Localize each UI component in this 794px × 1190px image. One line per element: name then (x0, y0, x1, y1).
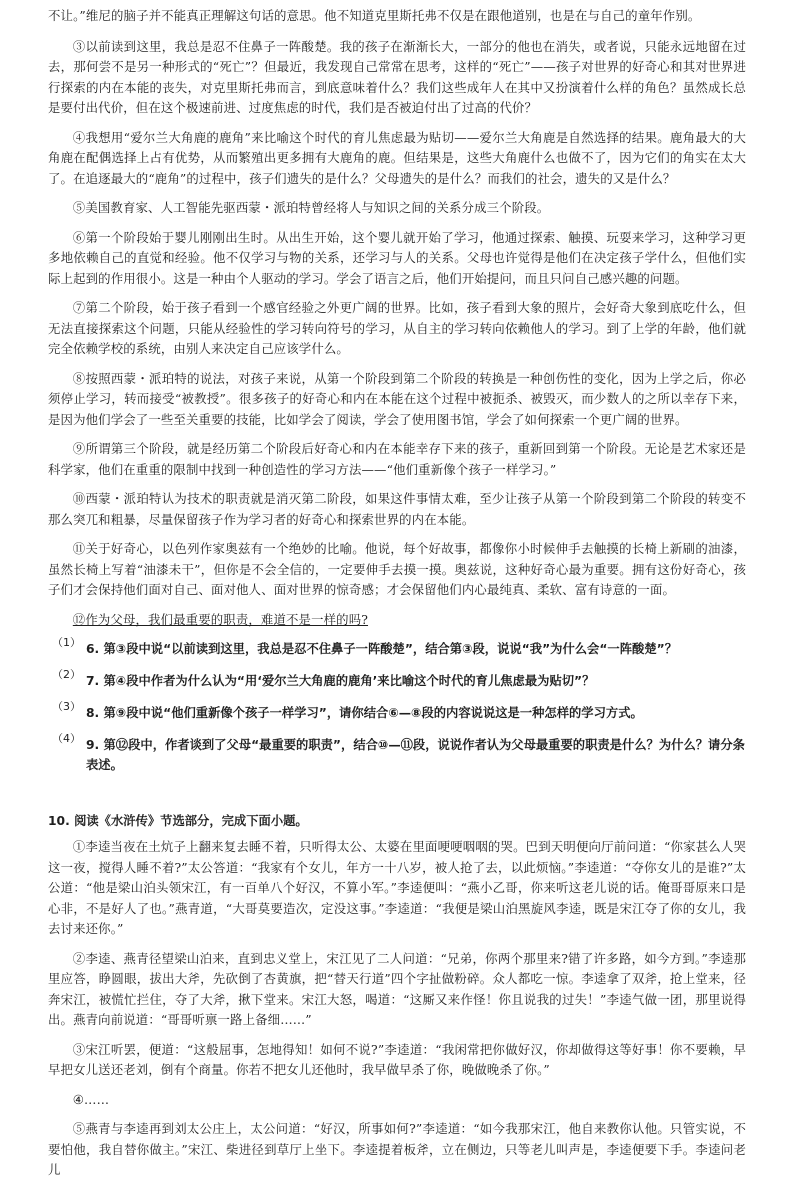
question-text: 9. 第⑫段中，作者谈到了父母“最重要的职责”，结合⑩—⑪段，说说作者认为父母最重要的职责是什么？为什么？请分条表述。 (86, 738, 745, 772)
question-item (48, 636, 746, 659)
section-title: 10. 阅读《水浒传》节选部分，完成下面小题。 (48, 814, 308, 828)
question-item (48, 700, 746, 723)
paragraph-3: ③以前读到这里，我总是忍不住鼻子一阵酸楚。我的孩子在渐渐长大，一部分的他也在消失，或者说，只能永远地留在过去，那何尝不是另一种形式的“死亡”？但最近，我发现自己常常在思考，这样的“死亡”——孩子对世界的好奇心和其对世界进行探索的内在本能的丧失，对克里斯托弗而言，到底意味着什么？我们这些成年人在其中又扮演着什么样的角色？虽然成长总是要付出代价，但在这个极速前进、过度焦虑的时代，我们是否被迫付出了过高的代价？ (48, 38, 746, 115)
question-number: （4） (52, 732, 81, 745)
paragraph-11: ⑪关于好奇心，以色列作家奥兹有一个绝妙的比喻。他说，每个好故事，都像你小时候伸手去触摸的长椅上新刷的油漆，虽然长椅上写着“油漆未干”，但你是不会全信的，一定要伸手去摸一摸。奥兹说，这种好奇心最为重要。拥有这份好奇心，孩子们才会保持他们面对自己、面对他人、面对世界的惊奇感；才会保留他们内心最纯真、柔软、富有诗意的一面。 (48, 541, 746, 597)
question-text: 6. 第③段中说“以前读到这里，我总是忍不住鼻子一阵酸楚”，结合第③段，说说“我”为什么会“一阵酸楚”？ (86, 642, 677, 656)
document-page (48, 6, 746, 1190)
shuihu-paragraph-1: ①李逵当夜在土炕子上翻来复去睡不着，只听得太公、太婆在里面哽哽咽咽的哭。巴到天明便向厅前问道：“你家甚么人哭这一夜，搅得人睡不着?”太公答道：“我家有个女儿，年方一十八岁，被人抢了去，以此烦恼。”李逵道：“夺你女儿的是谁?”太公道：“他是梁山泊头领宋江，有一百单八个好汉，不算小军。”李逵便叫：“燕小乙哥，你来听这老儿说的话。俺哥哥原来口是心非，不是好人了也。”燕青道，“大哥莫要造次，定没这事。”李逵道：“我便是梁山泊黑旋风李逵，既是宋江夺了你的女儿，我去讨来还你。” (48, 839, 746, 936)
paragraph-7: ⑦第二个阶段，始于孩子看到一个感官经验之外更广阔的世界。比如，孩子看到大象的照片，会好奇大象到底吃什么，但无法直接探索这个问题，只能从经验性的学习转向符号的学习，从自主的学习转向依赖他人的学习。到了上学的年龄，他们就完全依赖学校的系统，由别人来决定自己应该学什么。 (48, 300, 746, 356)
question-number: （3） (52, 700, 81, 713)
question-text: 8. 第⑨段中说“他们重新像个孩子一样学习”，请你结合⑥—⑧段的内容说说这是一种怎样的学习方式。 (86, 706, 643, 720)
shuihu-paragraph-3: ③宋江听罢，便道：“这般屈事，怎地得知！如何不说?”李逵道：“我闲常把你做好汉，你却做得这等好事！你不要赖，早早把女儿送还老刘，倒有个商量。你若不把女儿还他时，我早做早杀了你，晚做晚杀了你。” (48, 1041, 746, 1077)
paragraph-12: ⑫作为父母，我们最重要的职责，难道不是一样的吗? (72, 611, 369, 627)
paragraph-4: ④我想用“爱尔兰大角鹿的鹿角”来比喻这个时代的育儿焦虑最为贴切——爱尔兰大角鹿是自然选择的结果。鹿角最大的大角鹿在配偶选择上占有优势，从而繁殖出更多拥有大鹿角的鹿。但结果是，这些大角鹿什么也做不了，因为它们的角实在太大了。在追逐最大的“鹿角”的过程中，孩子们遗失的是什么？父母遗失的是什么？而我们的社会，遗失的又是什么？ (48, 129, 746, 186)
shuihu-paragraph-2: ②李逵、燕青径望梁山泊来，直到忠义堂上，宋江见了二人问道：“兄弟，你两个那里来?错了许多路，如今方到。”李逵那里应答，睁圆眼，拔出大斧，先砍倒了杏黄旗，把“替天行道”四个字扯做粉碎。众人都吃一惊。李逵拿了双斧，抢上堂来，径奔宋江，被慌忙拦住，夺了大斧，揪下堂来。宋江大怒，喝道：“这厮又来作怪！你且说我的过失！”李逵气做一团，那里说得出。燕青向前说道：“哥哥听禀一路上备细……” (48, 950, 746, 1027)
paragraph-8: ⑧按照西蒙・派珀特的说法，对孩子来说，从第一个阶段到第二个阶段的转换是一种创伤性的变化，因为上学之后，你必须停止学习，转而接受“被教授”。很多孩子的好奇心和内在本能在这个过程中被扼杀、被毁灭，而少数人的之所以幸存下来，是因为他们学会了一些至关重要的技能，比如学会了阅读，学会了使用图书馆，学会了如何探索一个更广阔的世界。 (48, 370, 746, 427)
paragraph-10: ⑩西蒙・派珀特认为技术的职责就是消灭第二阶段，如果这件事情太难，至少让孩子从第一个阶段到第二个阶段的转变不那么突兀和粗暴，尽量保留孩子作为学习者的好奇心和探索世界的内在本能。 (48, 491, 746, 527)
question-number: （2） (52, 668, 81, 681)
question-text: 7. 第④段中作者为什么认为“用‘爱尔兰大角鹿的鹿角’来比喻这个时代的育儿焦虑最为贴切”？ (86, 674, 595, 688)
paragraph-9: ⑨所谓第三个阶段，就是经历第二个阶段后好奇心和内在本能幸存下来的孩子，重新回到第一个阶段。无论是艺术家还是科学家，他们在重重的限制中找到一种创造性的学习方法——“他们重新像个孩子一样学习。” (48, 441, 746, 477)
question-item (48, 668, 746, 691)
paragraph-5: ⑤美国教育家、人工智能先驱西蒙・派珀特曾经将人与知识之间的关系分成三个阶段。 (72, 200, 550, 215)
question-list (48, 636, 746, 775)
passage-bottom (48, 837, 746, 1181)
paragraph-continuation: 不让。”维尼的脑子并不能真正理解这句话的意思。他不知道克里斯托弗不仅是在跟他道别，也是在与自己的童年作别。 (48, 8, 701, 23)
question-number: （1） (52, 636, 81, 649)
shuihu-paragraph-4: ④…… (72, 1091, 110, 1107)
paragraph-6: ⑥第一个阶段始于婴儿刚刚出生时。从出生开始，这个婴儿就开始了学习，他通过探索、触摸、玩耍来学习，这种学习更多地依赖自己的直觉和经验。他不仅学习与物的关系，还学习与人的关系。父母也许觉得是他们在决定孩子学什么，但他们实际上起到的作用很小。这是一种由个人驱动的学习。学会了语言之后，他们开始提问，而且只问自己感兴趣的问题。 (48, 229, 746, 286)
passage-top (48, 6, 746, 630)
shuihu-paragraph-5: ⑤燕青与李逵再到刘太公庄上，太公问道：“好汉，所事如何?”李逵道：“如今我那宋江，他自来教你认他。只管实说，不要怕他，我自替你做主。”宋江、柴进径到草厅上坐下。李逵提着板斧，立在侧边，只等老儿叫声是，李逵便要下手。李逵问老儿 (48, 1121, 746, 1177)
question-item (48, 732, 746, 775)
